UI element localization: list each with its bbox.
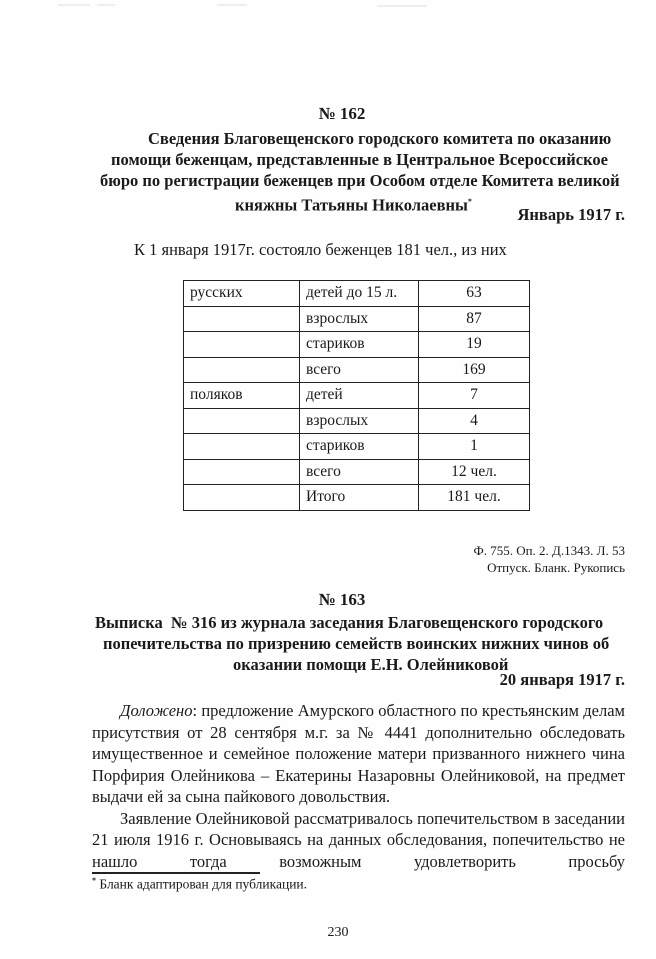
table-cell-category: всего: [300, 459, 419, 485]
table-cell-group: [184, 332, 300, 358]
table-cell-category: стариков: [300, 332, 419, 358]
table-cell-category: стариков: [300, 434, 419, 460]
footnote-marker: *: [467, 197, 472, 206]
table-cell-value: 169: [419, 357, 530, 383]
table-cell-category: детей: [300, 383, 419, 409]
table-cell-group: [184, 306, 300, 332]
doc162-intro: К 1 января 1917г. состояло беженцев 181 чел., из них: [134, 240, 507, 259]
table-cell-category: всего: [300, 357, 419, 383]
doc163-number: № 163: [318, 590, 366, 609]
bleed-through-mark: [377, 5, 427, 7]
table-cell-category: взрослых: [300, 408, 419, 434]
table-cell-group: [184, 434, 300, 460]
table-row: [184, 332, 530, 358]
table-cell-group: [184, 357, 300, 383]
footnote-marker: *: [92, 876, 96, 885]
footnote-text: Бланк адаптирован для публикации.: [96, 876, 308, 892]
table-cell-group: [184, 459, 300, 485]
doc162-title-line: Сведения Благовещенского городского комитета по оказанию: [148, 129, 612, 148]
table-cell-value: 12 чел.: [419, 459, 530, 485]
footnote-divider: [92, 872, 260, 874]
table-cell-category: взрослых: [300, 306, 419, 332]
doc162-title-line: бюро по регистрации беженцев при Особом отделе Комитета великой: [100, 171, 620, 190]
table-row: [184, 281, 530, 307]
table-cell-value: 7: [419, 383, 530, 409]
table-row: [184, 434, 530, 460]
table-cell-value: 63: [419, 281, 530, 307]
table-row: [184, 383, 530, 409]
table-row: [184, 306, 530, 332]
table-row: [184, 408, 530, 434]
doc163-para1-lead: Доложено: [120, 701, 193, 720]
table-cell-value: 1: [419, 434, 530, 460]
doc162-title-line: помощи беженцам, представленные в Центральное Всероссийское: [111, 150, 608, 169]
table-cell-category: детей до 15 л.: [300, 281, 419, 307]
doc163-date: 20 января 1917 г.: [499, 670, 625, 689]
doc162-title-line: [235, 191, 472, 216]
doc162-date: Январь 1917 г.: [517, 205, 625, 224]
doc163-paragraph-1: [92, 700, 625, 808]
table-cell-category: Итого: [300, 485, 419, 511]
doc162-number: № 162: [318, 104, 366, 123]
doc163-para1-text: : предложение Амурского областного по крестьянским делам присутствия от 28 сентября м.г. за № 4441 дополнительно обследовать имущественное и семейное положение матери призванного нижнего чина Порфирия Олейникова – Екатерины Назаровны Олейниковой, на предмет выдачи ей за сына пайкового довольствия.: [92, 701, 625, 806]
bleed-through-mark: [58, 4, 90, 6]
doc163-paragraph-2: Заявление Олейниковой рассматривалось попечительством в заседании 21 июля 1916 г. Основываясь на данных обследования, попечительство не нашло тогда возможным удовлетворить просьбу: [92, 808, 625, 871]
table-cell-value: 181 чел.: [419, 485, 530, 511]
bleed-through-mark: [97, 4, 115, 6]
table-row: [184, 357, 530, 383]
table-row: [184, 459, 530, 485]
table-cell-value: 87: [419, 306, 530, 332]
archive-ref-line: Ф. 755. Оп. 2. Д.1343. Л. 53: [473, 543, 625, 558]
doc163-body: [92, 700, 625, 872]
archive-reference: [473, 542, 625, 576]
table-cell-group: русских: [184, 281, 300, 307]
refugees-table: [183, 280, 530, 511]
bleed-through-mark: [217, 4, 247, 6]
table-cell-value: 19: [419, 332, 530, 358]
doc163-title-line: оказании помощи Е.Н. Олейниковой: [233, 655, 509, 674]
table-cell-group: [184, 485, 300, 511]
archive-note-line: Отпуск. Бланк. Рукопись: [487, 560, 625, 575]
table-cell-value: 4: [419, 408, 530, 434]
table-cell-group: [184, 408, 300, 434]
doc163-title-line: попечительства по призрению семейств воинских нижних чинов об: [103, 634, 610, 653]
footnote: [92, 876, 307, 893]
doc162-title-last: княжны Татьяны Николаевны: [235, 195, 468, 215]
page-number: 230: [327, 925, 349, 940]
doc163-title-line: Выписка № 316 из журнала заседания Благовещенского городского: [95, 613, 604, 632]
table-row: [184, 485, 530, 511]
table-cell-group: поляков: [184, 383, 300, 409]
